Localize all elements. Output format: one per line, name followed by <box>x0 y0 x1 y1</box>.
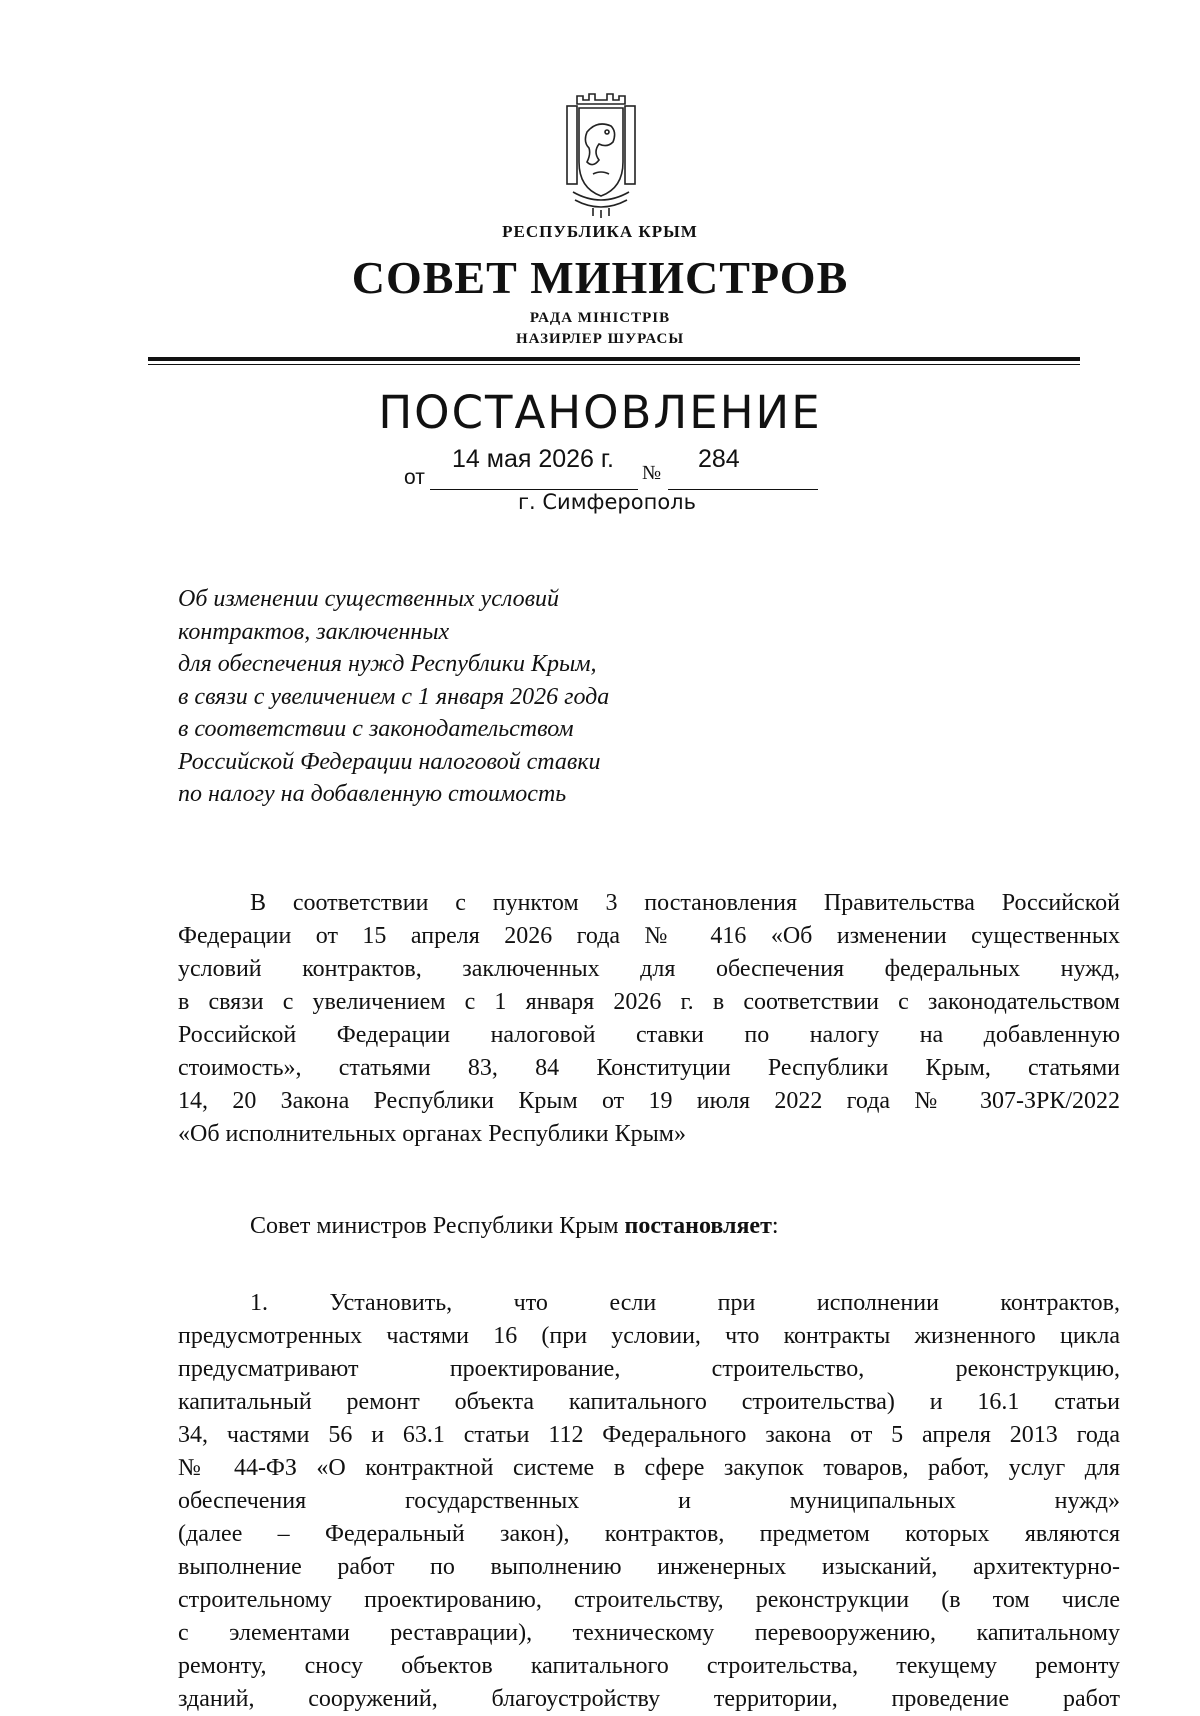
subject-line: для обеспечения нужд Республики Крым, <box>178 651 597 677</box>
item-1-paragraph <box>178 1287 1120 1716</box>
paragraph-line: строительному проектированию, строительству, реконструкции (в том числе <box>178 1587 1120 1613</box>
paragraph-line: предусмотренных частями 16 (при условии, что контракты жизненного цикла <box>178 1323 1120 1349</box>
subject-line: в соответствии с законодательством <box>178 716 574 742</box>
paragraph-line: 14, 20 Закона Республики Крым от 19 июля 2022 года № 307-ЗРК/2022 <box>178 1088 1120 1114</box>
paragraph-line: «Об исполнительных органах Республики Крым» <box>178 1121 686 1147</box>
paragraph-line: капитальный ремонт объекта капитального строительства) и 16.1 статьи <box>178 1389 1120 1415</box>
preamble-paragraph <box>178 887 1120 1151</box>
subject-line: контрактов, заключенных <box>178 618 450 645</box>
decree-date: 14 мая 2026 г. <box>452 445 614 473</box>
decree-subject <box>178 583 738 811</box>
resolves-keyword: постановляет <box>624 1213 772 1239</box>
subject-line: Об изменении существенных условий <box>178 586 560 612</box>
header-rule-thick <box>148 357 1080 361</box>
resolves-colon: : <box>771 1213 779 1239</box>
header-rule-thin <box>148 364 1080 365</box>
council-name: СОВЕТ МИНИСТРОВ <box>351 252 849 303</box>
paragraph-line: Федерации от 15 апреля 2026 года № 416 «Об изменении существенных <box>178 923 1120 949</box>
paragraph-line: зданий, сооружений, благоустройству территории, проведение работ <box>178 1686 1120 1712</box>
paragraph-line: предусматривают проектирование, строительство, реконструкцию, <box>178 1356 1120 1382</box>
paragraph-line: 1. Установить, что если при исполнении контрактов, <box>250 1290 1120 1316</box>
decree-city: г. Симферополь <box>518 490 696 514</box>
paragraph-line: (далее – Федеральный закон), контрактов, предметом которых являются <box>178 1521 1120 1547</box>
paragraph-line: В соответствии с пунктом 3 постановления Правительства Российской <box>250 890 1120 916</box>
republic-name: РЕСПУБЛИКА КРЫМ <box>502 222 698 241</box>
paragraph-line: № 44-ФЗ «О контрактной системе в сфере закупок товаров, работ, услуг для <box>178 1455 1120 1481</box>
paragraph-line <box>178 1210 1120 1243</box>
date-from-label: от <box>404 466 425 489</box>
council-name-ukrainian: РАДА МІНІСТРІВ <box>529 310 671 326</box>
resolves-text: Совет министров Республики Крым <box>250 1213 625 1239</box>
paragraph-line: условий контрактов, заключенных для обеспечения федеральных нужд, <box>178 956 1120 982</box>
subject-line: в связи с увеличением с 1 января 2026 года <box>178 683 610 710</box>
paragraph-line: Российской Федерации налоговой ставки по налогу на добавленную <box>178 1022 1120 1048</box>
subject-line: по налогу на добавленную стоимость <box>178 781 567 807</box>
paragraph-line: стоимость», статьями 83, 84 Конституции Республики Крым, статьями <box>178 1055 1120 1081</box>
council-name-crimean-tatar: НАЗИРЛЕР ШУРАСЫ <box>515 331 685 347</box>
resolves-paragraph <box>178 1210 1120 1243</box>
coat-of-arms-icon <box>563 92 639 220</box>
paragraph-line: в связи с увеличением с 1 января 2026 г. в соответствии с законодательством <box>178 989 1120 1015</box>
decree-number: 284 <box>698 445 740 473</box>
subject-line: Российской Федерации налоговой ставки <box>178 748 601 775</box>
decree-title: ПОСТАНОВЛЕНИЕ <box>378 386 822 439</box>
number-label: № <box>642 462 662 484</box>
paragraph-line: ремонту, сносу объектов капитального строительства, текущему ремонту <box>178 1653 1120 1679</box>
paragraph-line: 34, частями 56 и 63.1 статьи 112 Федерального закона от 5 апреля 2013 года <box>178 1422 1120 1448</box>
paragraph-line: выполнение работ по выполнению инженерных изысканий, архитектурно- <box>178 1554 1120 1580</box>
paragraph-line: с элементами реставрации), техническому перевооружению, капитальному <box>178 1620 1120 1646</box>
paragraph-line: обеспечения государственных и муниципальных нужд» <box>178 1488 1120 1514</box>
